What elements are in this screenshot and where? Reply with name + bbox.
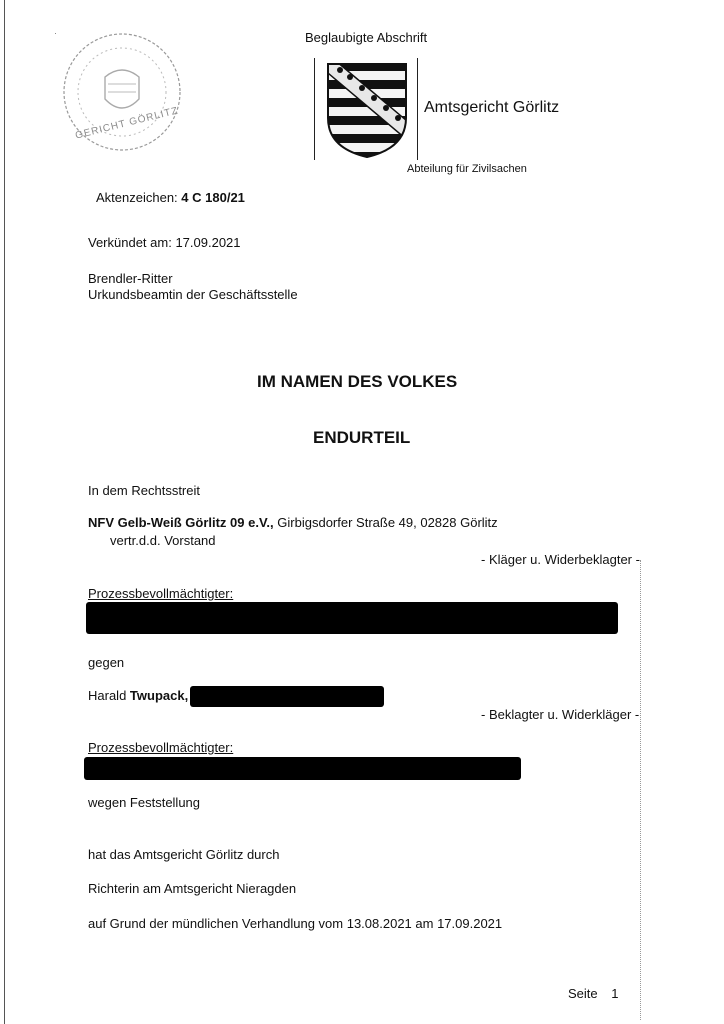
copy-label: Beglaubigte Abschrift bbox=[305, 30, 428, 45]
clerk-title: Urkundsbeamtin der Geschäftsstelle bbox=[88, 287, 298, 302]
defendant-line bbox=[88, 688, 188, 703]
header-divider-left bbox=[314, 58, 315, 160]
hearing-line: auf Grund der mündlichen Verhandlung vom 13.08.2021 am 17.09.2021 bbox=[88, 916, 503, 931]
plaintiff-line bbox=[88, 515, 498, 530]
subject-line: wegen Feststellung bbox=[88, 795, 201, 810]
svg-text:·: · bbox=[54, 28, 57, 38]
redaction-bar bbox=[86, 602, 618, 634]
judge-line: Richterin am Amtsgericht Nieragden bbox=[88, 881, 297, 896]
plaintiff-representation: vertr.d.d. Vorstand bbox=[110, 533, 216, 548]
announced-line bbox=[88, 235, 241, 250]
versus-label: gegen bbox=[88, 655, 125, 670]
page-number: 1 bbox=[611, 986, 619, 1001]
scan-edge-line bbox=[4, 0, 5, 1024]
scan-artifact-line bbox=[640, 560, 642, 1020]
saxony-coat-of-arms-icon bbox=[324, 60, 410, 160]
attorney-label-defendant: Prozessbevollmächtigter: bbox=[88, 740, 234, 755]
redaction-bar bbox=[190, 686, 384, 707]
announced-label: Verkündet am: bbox=[88, 235, 172, 250]
page-footer bbox=[568, 986, 619, 1001]
department-label: Abteilung für Zivilsachen bbox=[407, 163, 527, 175]
plaintiff-role: - Kläger u. Widerbeklagter - bbox=[481, 552, 640, 567]
court-line: hat das Amtsgericht Görlitz durch bbox=[88, 847, 280, 862]
file-number: 4 C 180/21 bbox=[181, 190, 245, 205]
heading-judgment-type: ENDURTEIL bbox=[313, 428, 411, 447]
court-seal-stamp-icon bbox=[50, 22, 185, 157]
announced-date: 17.09.2021 bbox=[175, 235, 241, 250]
plaintiff-address: Girbigsdorfer Straße 49, 02828 Görlitz bbox=[277, 515, 498, 530]
file-number-label: Aktenzeichen: bbox=[96, 190, 178, 205]
defendant-role: - Beklagter u. Widerkläger - bbox=[481, 707, 640, 722]
defendant-last-name: Twupack, bbox=[129, 688, 189, 703]
court-name: Amtsgericht Görlitz bbox=[424, 99, 560, 116]
redaction-bar bbox=[84, 757, 521, 780]
page-label: Seite bbox=[568, 986, 598, 1001]
file-number-line bbox=[96, 190, 245, 205]
parties-intro: In dem Rechtsstreit bbox=[88, 483, 200, 498]
seal-text: GERICHT GÖRLITZ bbox=[74, 105, 180, 142]
attorney-label-plaintiff: Prozessbevollmächtigter: bbox=[88, 586, 234, 601]
defendant-first-name: Harald bbox=[88, 688, 127, 703]
plaintiff-name: NFV Gelb-Weiß Görlitz 09 e.V., bbox=[88, 515, 274, 530]
header-divider-right bbox=[417, 58, 418, 160]
heading-in-the-name: IM NAMEN DES VOLKES bbox=[257, 372, 458, 391]
clerk-name: Brendler-Ritter bbox=[88, 271, 173, 286]
